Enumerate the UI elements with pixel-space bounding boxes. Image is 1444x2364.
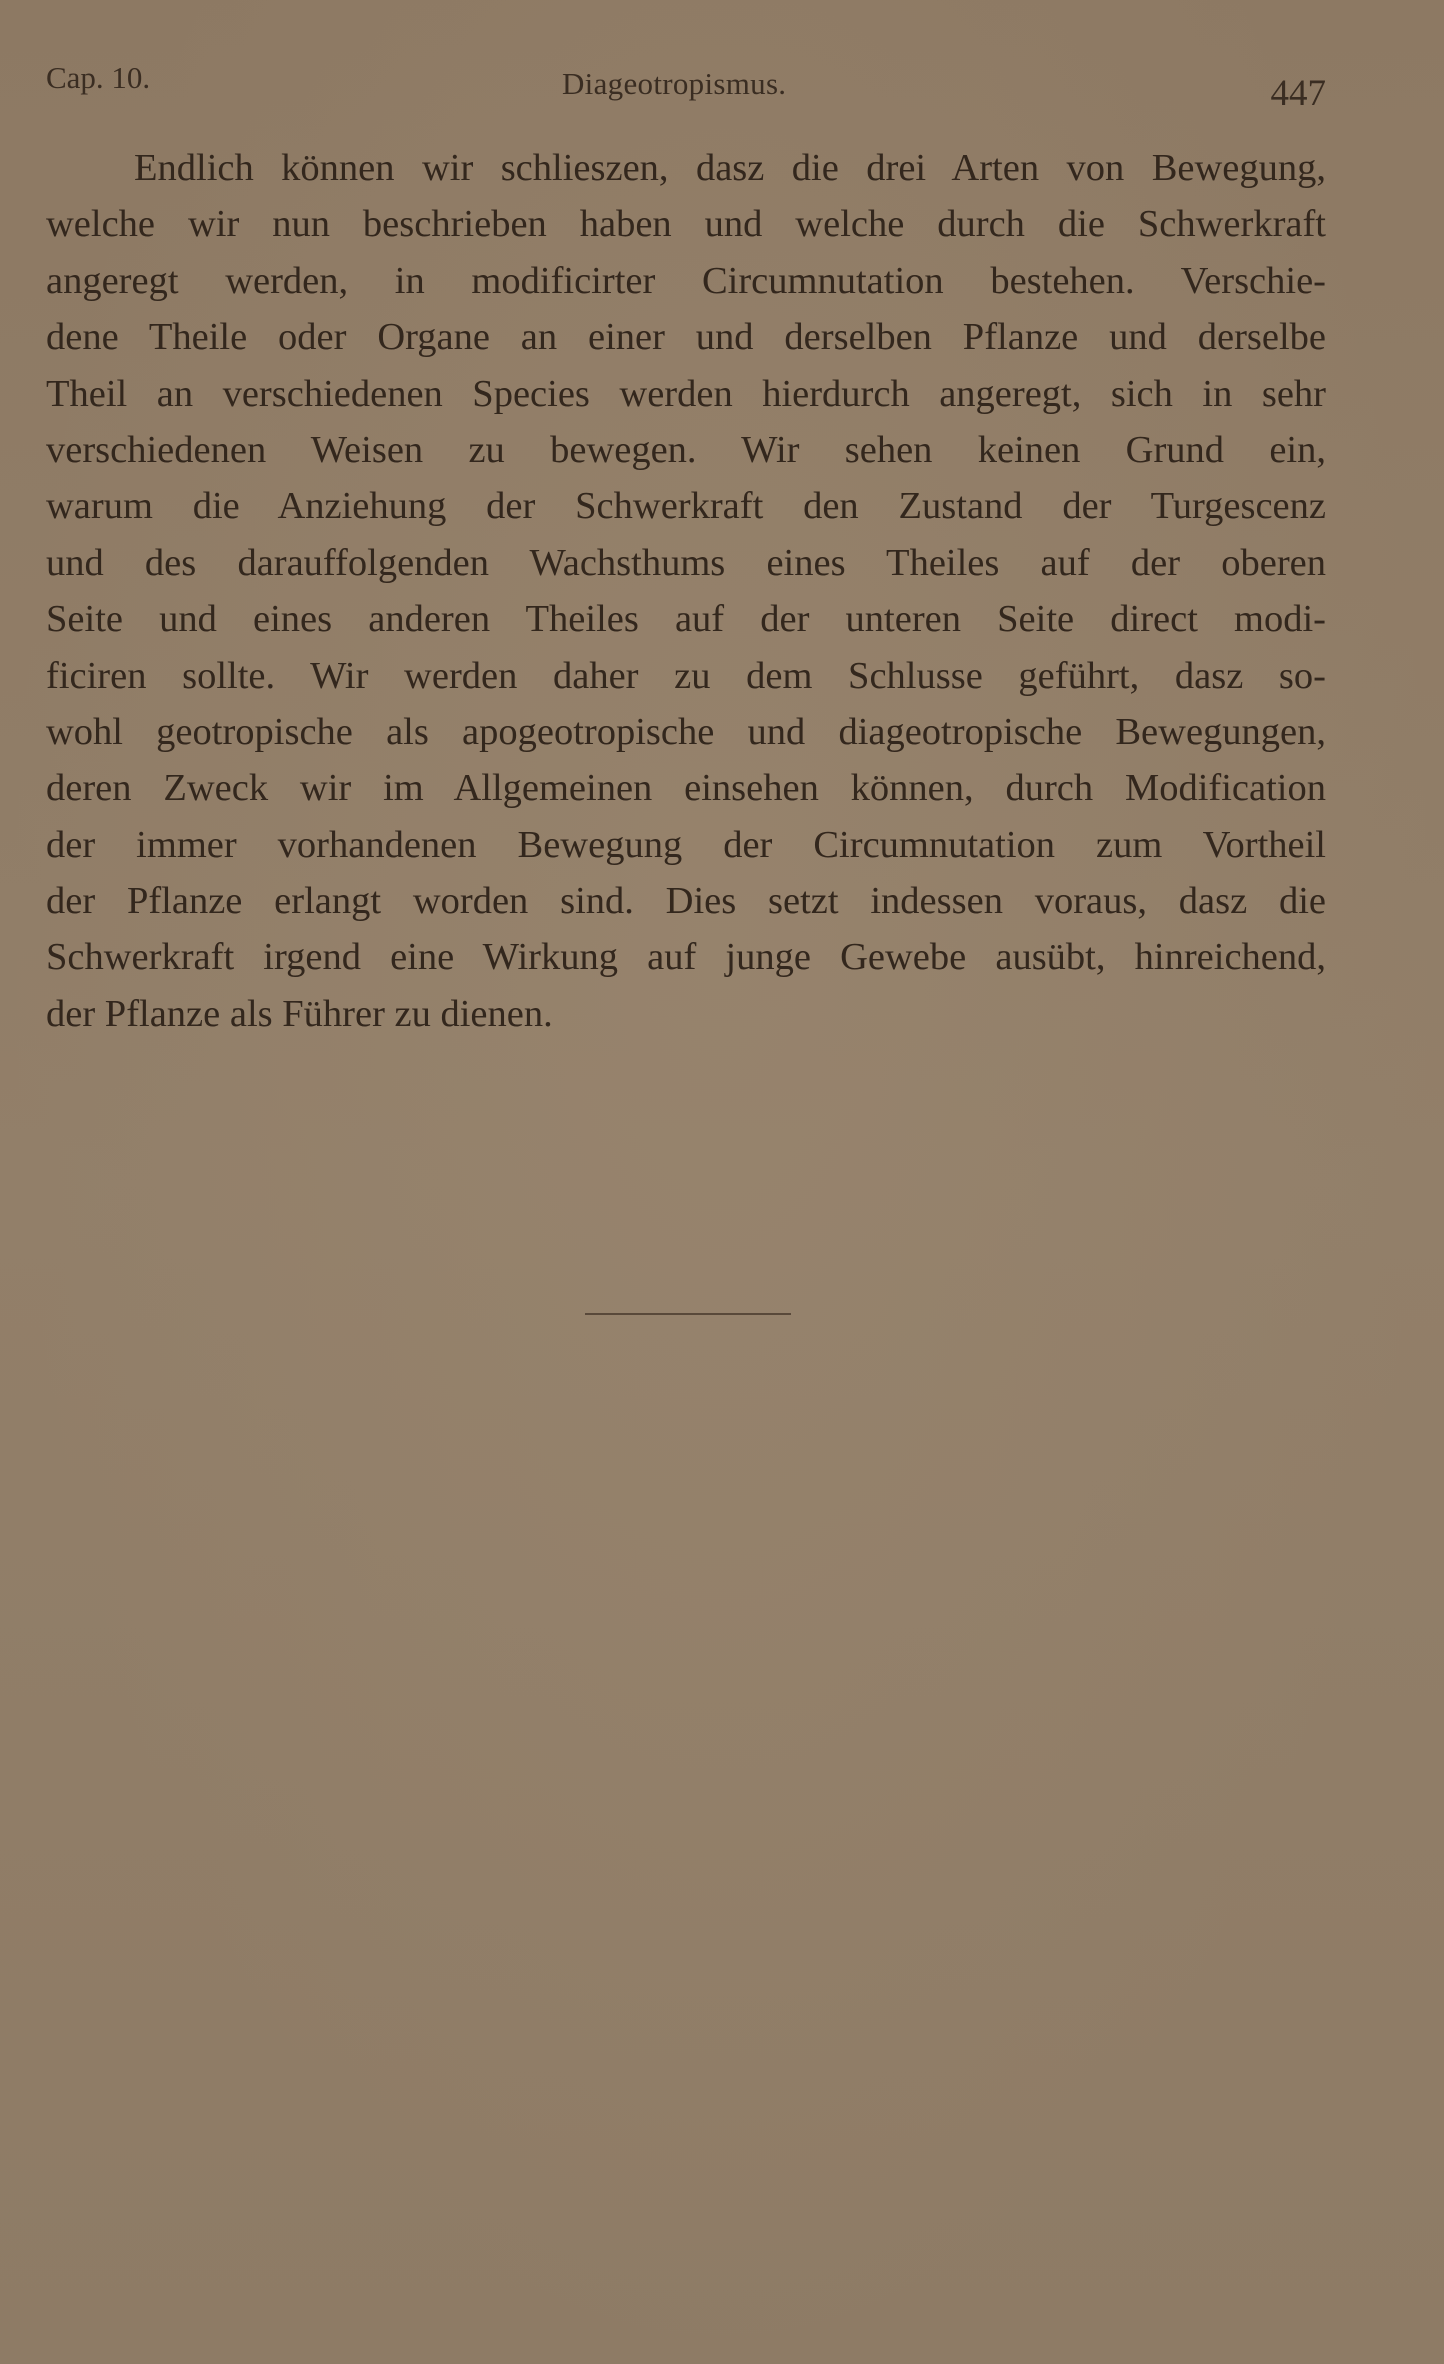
text-line: dene Theile oder Organe an einer und derselben Pflanze und derselbe <box>46 316 1326 359</box>
text-line: welche wir nun beschrieben haben und welche durch die Schwerkraft <box>46 203 1326 246</box>
running-title: Diageotropismus. <box>562 66 787 101</box>
page-header <box>46 58 1326 118</box>
text-line: Endlich können wir schlieszen, dasz die drei Arten von Bewegung, <box>134 147 1326 189</box>
text-line: Seite und eines anderen Theiles auf der unteren Seite direct modi- <box>46 598 1326 641</box>
text-line: und des darauffolgenden Wachsthums eines Theiles auf der oberen <box>46 541 1326 584</box>
text-line: ficiren sollte. Wir werden daher zu dem Schlusse geführt, dasz so- <box>46 654 1326 697</box>
text-line: wohl geotropische als apogeotropische und diageotropische Bewegungen, <box>46 710 1326 753</box>
text-line: deren Zweck wir im Allgemeinen einsehen können, durch Modification <box>46 767 1326 810</box>
text-line: Theil an verschiedenen Species werden hierdurch angeregt, sich in sehr <box>46 372 1326 415</box>
text-line: verschiedenen Weisen zu bewegen. Wir sehen keinen Grund ein, <box>46 428 1326 471</box>
text-line: der Pflanze als Führer zu dienen. <box>46 992 553 1035</box>
text-line: angeregt werden, in modificirter Circumnutation bestehen. Verschie- <box>46 259 1326 302</box>
page-number: 447 <box>1270 73 1326 114</box>
text-line: Schwerkraft irgend eine Wirkung auf junge Gewebe ausübt, hinreichend, <box>46 936 1326 979</box>
section-end-rule <box>585 1313 791 1315</box>
body-paragraph <box>46 140 1326 1042</box>
chapter-label: Cap. 10. <box>46 60 151 95</box>
text-line: der immer vorhandenen Bewegung der Circumnutation zum Vortheil <box>46 823 1326 866</box>
text-line: der Pflanze erlangt worden sind. Dies setzt indessen voraus, dasz die <box>46 880 1326 923</box>
text-line: warum die Anziehung der Schwerkraft den Zustand der Turgescenz <box>46 485 1326 528</box>
